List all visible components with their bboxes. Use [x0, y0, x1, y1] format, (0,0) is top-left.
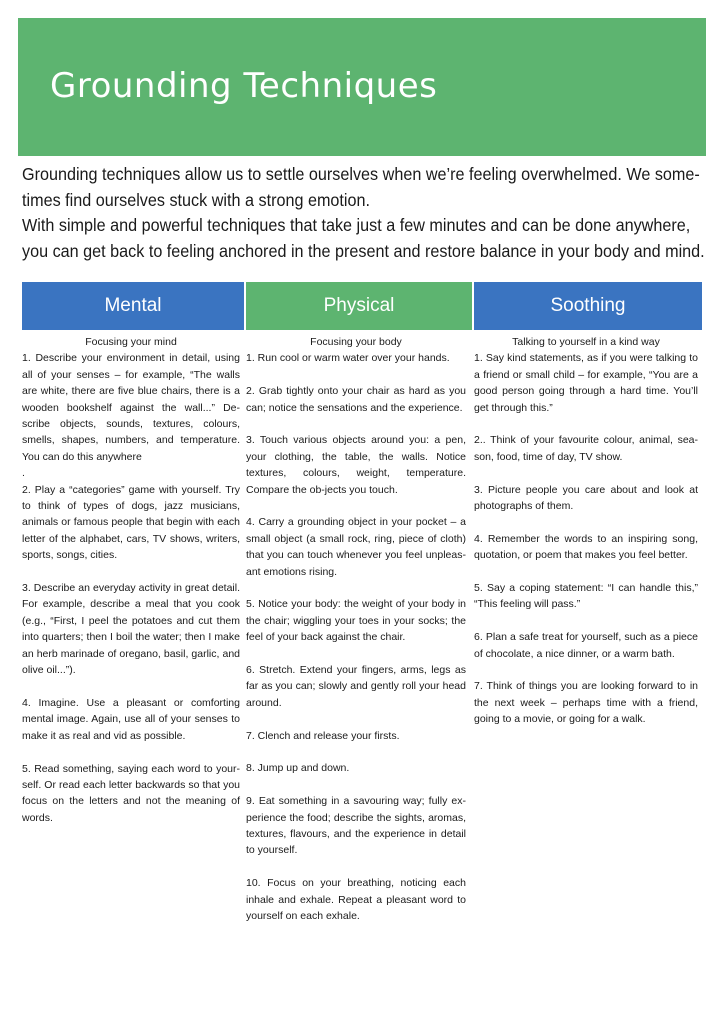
- list-item: 2. Grab tightly onto your chair as hard as you can; notice the sensations and the experience.: [246, 385, 466, 414]
- list-item: 1. Run cool or warm water over your hands.: [246, 352, 450, 365]
- list-item: 8. Jump up and down.: [246, 762, 350, 775]
- column-subtitle-physical: Focusing your body: [310, 336, 402, 348]
- list-item: 4. Carry a grounding object in your pocket – a small object (a small rock, ring, piece of cloth) that you can touch whenever you feel unpleas-ant emotions rising.: [246, 516, 466, 578]
- list-item: 9. Eat something in a savouring way; fully ex-perience the food; describe the sights, aromas, textures, flavours, and the experience in detail to yourself.: [246, 795, 466, 857]
- column-mental: [22, 330, 244, 941]
- list-item: 2.. Think of your favourite colour, animal, sea-son, food, time of day, TV show.: [474, 434, 698, 463]
- intro-paragraph-1: Grounding techniques allow us to settle ourselves when we’re feeling overwhelmed. We some-times find ourselves stuck with a strong emotion.: [22, 164, 700, 210]
- list-item: 10. Focus on your breathing, noticing each inhale and exhale. Repeat a pleasant word to yourself on each exhale.: [246, 877, 466, 923]
- list-item: 5. Say a coping statement: “I can handle this,” “This feeling will pass.”: [474, 582, 698, 611]
- column-subtitle-mental: Focusing your mind: [85, 336, 177, 348]
- column-header-mental: Mental: [22, 282, 244, 330]
- column-header-physical: Physical: [246, 282, 472, 330]
- column-soothing: [474, 330, 702, 941]
- list-item: .: [22, 467, 25, 480]
- list-item: 3. Picture people you care about and look at photographs of them.: [474, 483, 698, 513]
- list-item: 1. Describe your environment in detail, using all of your senses – for example, “The walls are white, there are five blue chairs, there is a wooden bookshelf against the wall...” De-scribe objects, sounds, textures, colours, smells, shapes, numbers, and temperature. You can do this anywhere: [22, 352, 240, 463]
- list-item: 7. Clench and release your firsts.: [246, 729, 400, 742]
- list-item: 3. Describe an everyday activity in great detail. For example, describe a meal that you cook (e.g., “First, I peel the potatoes and cut them into quarters; then I boil the water; then I make an herb marinade of oregano, basil, garlic, and olive oil...”).: [22, 582, 240, 677]
- list-item: 2. Play a “categories” game with yourself. Try to think of types of dogs, jazz musicians, animals or famous people that begin with each letter of the alphabet, cars, TV shows, writers, sports, songs, cities.: [22, 483, 240, 562]
- title-banner: [18, 18, 706, 156]
- list-item: 4. Remember the words to an inspiring song, quotation, or poem that makes you feel better.: [474, 532, 698, 562]
- column-physical: [246, 330, 472, 941]
- list-item: 3. Touch various objects around you: a pen, your clothing, the table, the walls. Notice textures, colours, weight, temperature. Compare the ob-jects you touch.: [246, 434, 466, 496]
- list-item: 5. Notice your body: the weight of your body in the chair; wiggling your toes in your socks; the feel of your back against the chair.: [246, 598, 466, 644]
- list-item: 4. Imagine. Use a pleasant or comforting mental image. Again, use all of your senses to make it as real and vid as possible.: [22, 696, 240, 742]
- list-item: 6. Stretch. Extend your fingers, arms, legs as far as you can; slowly and gently roll your head around.: [246, 664, 466, 709]
- column-subtitle-soothing: Talking to yourself in a kind way: [512, 336, 660, 348]
- techniques-table: [22, 282, 702, 941]
- intro-text: [22, 162, 708, 264]
- list-item: 7. Think of things you are looking forward to in the next week – perhaps time with a friend, going to a movie, or going for a walk.: [474, 680, 698, 726]
- list-item: 5. Read something, saying each word to your-self. Or read each letter backwards so that you focus on the letters and not the meaning of words.: [22, 762, 240, 824]
- page-title: Grounding Techniques: [50, 66, 438, 106]
- column-header-soothing: Soothing: [474, 282, 702, 330]
- list-item: 6. Plan a safe treat for yourself, such as a piece of chocolate, a nice dinner, or a warm bath.: [474, 631, 698, 660]
- intro-paragraph-2: With simple and powerful techniques that take just a few minutes and can be done anywhere, you can get back to feeling anchored in the present and restore balance in your body and mind.: [22, 215, 705, 261]
- list-item: 1. Say kind statements, as if you were talking to a friend or small child – for example, “You are a good person going through a hard time. You’ll get through this.”: [474, 352, 698, 414]
